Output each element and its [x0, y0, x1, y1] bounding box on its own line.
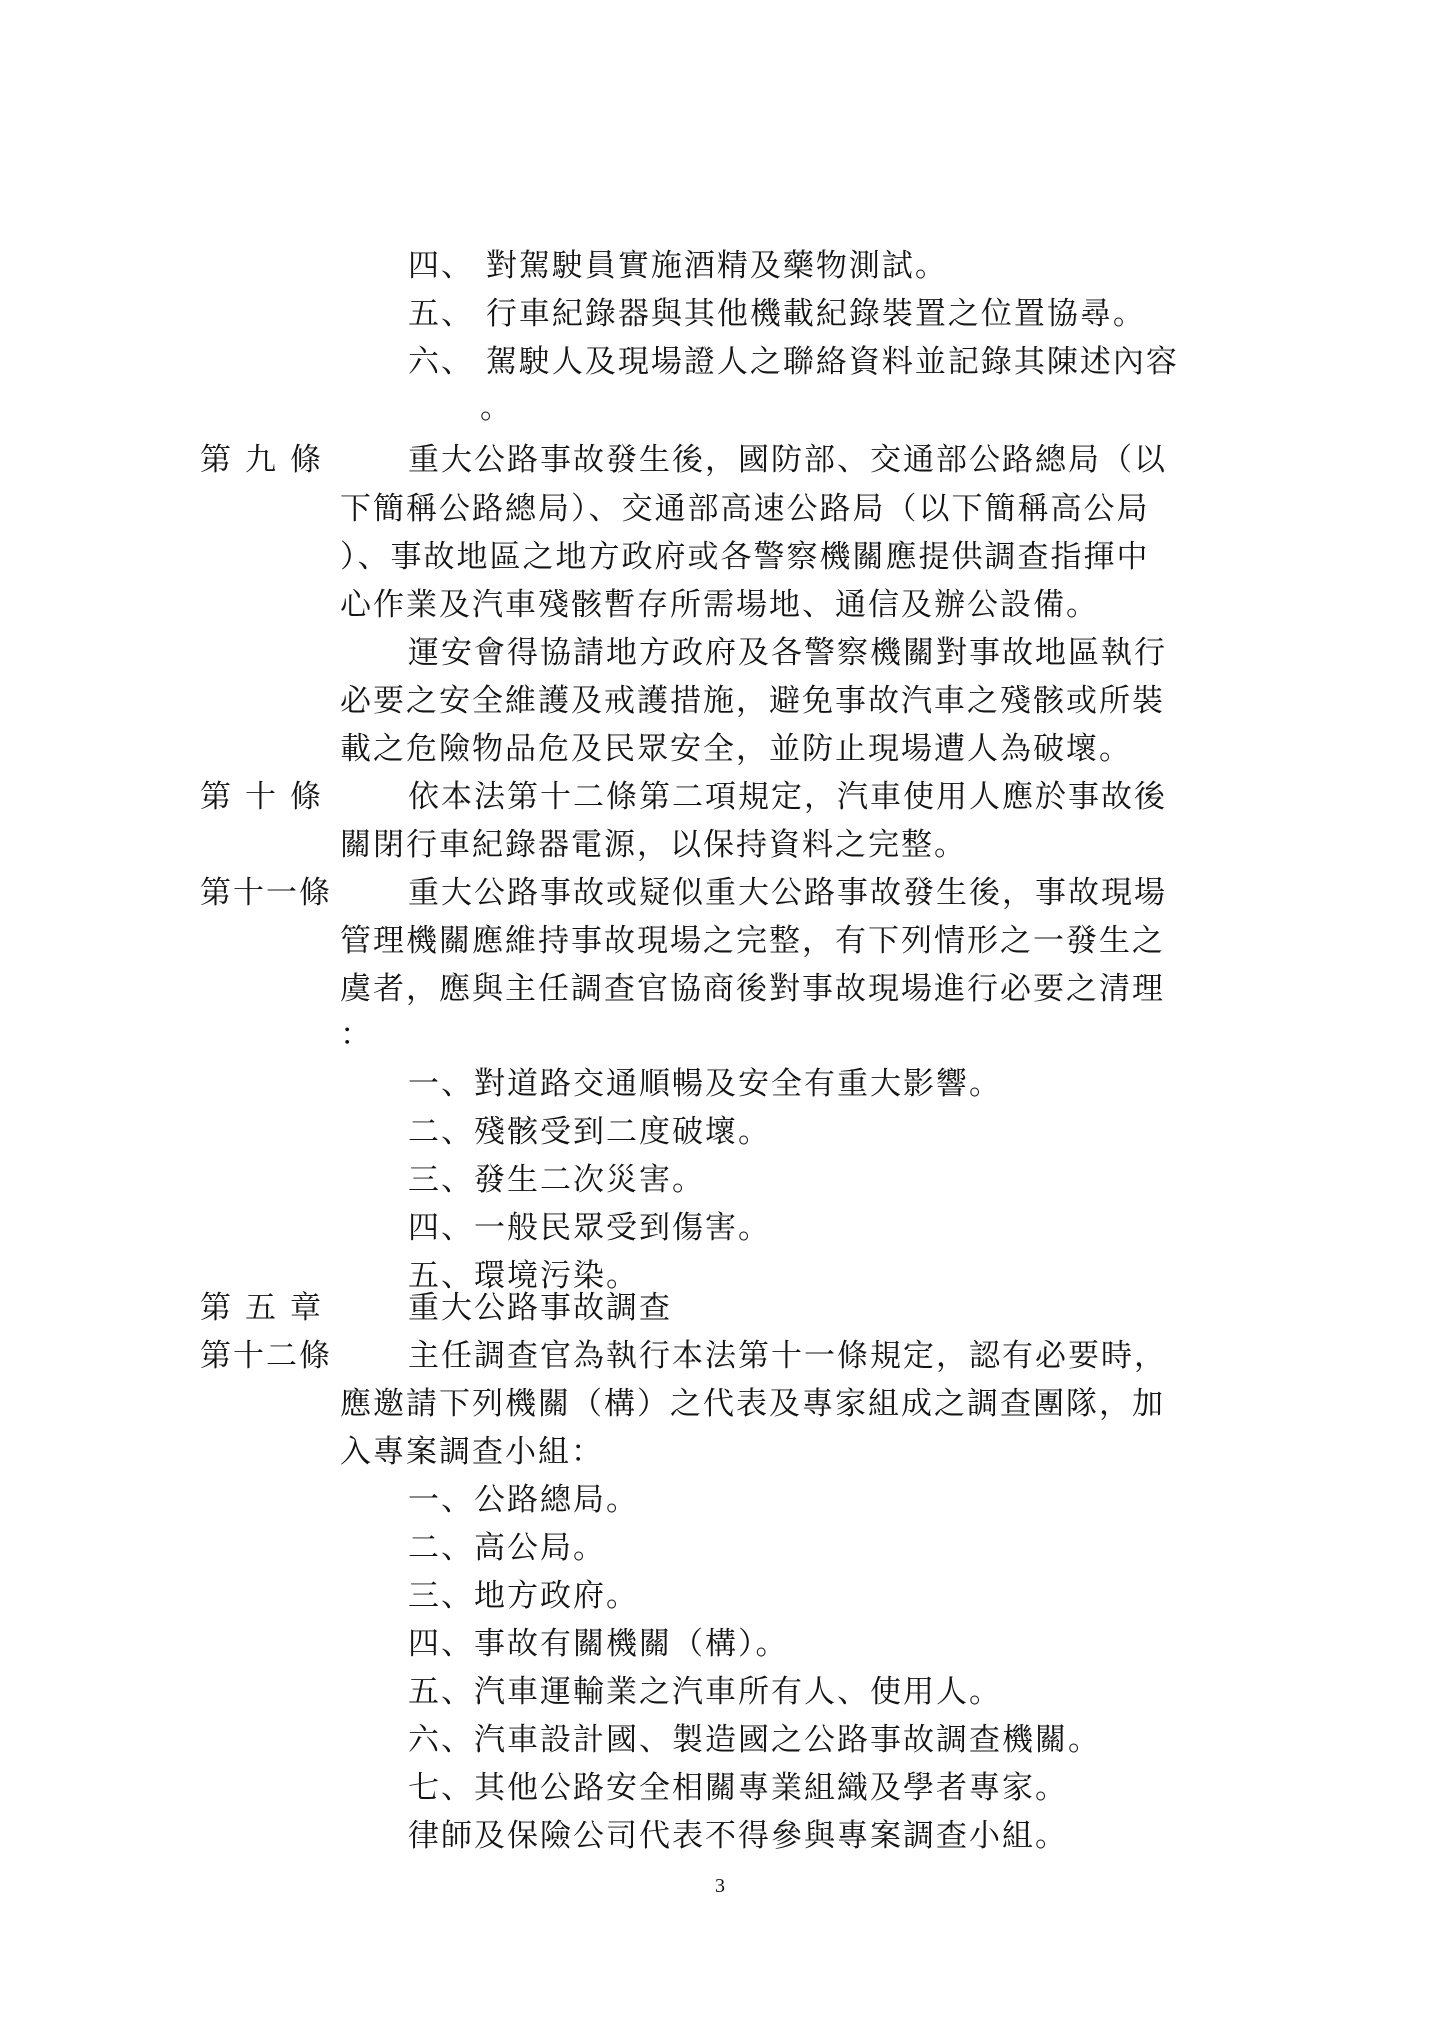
list-item: 四、事故有關機關（構）。	[408, 1626, 789, 1662]
article-label: 第十二條	[200, 1338, 332, 1374]
article-text: 虞者，應與主任調查官協商後對事故現場進行必要之清理	[340, 971, 1165, 1007]
article-text: 應邀請下列機關（構）之代表及專家組成之調查團隊，加	[340, 1386, 1165, 1422]
list-item: 一、對道路交通順暢及安全有重大影響。	[408, 1066, 1002, 1102]
list-item: 五、環境污染。	[408, 1258, 639, 1294]
list-item: 一、公路總局。	[408, 1482, 639, 1518]
article-label: 第十一條	[200, 875, 332, 911]
article-label: 第十條	[200, 779, 335, 815]
article-text: 管理機關應維持事故現場之完整，有下列情形之一發生之	[340, 923, 1165, 959]
article-text: ）、事故地區之地方政府或各警察機關應提供調查指揮中	[340, 539, 1150, 575]
list-item: 三、發生二次災害。	[408, 1162, 705, 1198]
list-item: 四、 對駕駛員實施酒精及藥物測試。	[408, 248, 948, 284]
article-text: 律師及保險公司代表不得參與專案調查小組。	[408, 1818, 1068, 1854]
list-item: 七、其他公路安全相關專業組織及學者專家。	[408, 1770, 1068, 1806]
article-text: 關閉行車紀錄器電源，以保持資料之完整。	[340, 827, 967, 863]
article-text: 重大公路事故發生後，國防部、交通部公路總局（以	[408, 442, 1167, 478]
list-item: 三、地方政府。	[408, 1578, 639, 1614]
list-item: 六、汽車設計國、製造國之公路事故調查機關。	[408, 1722, 1101, 1758]
article-text: 依本法第十二條第二項規定，汽車使用人應於事故後	[408, 779, 1167, 815]
article-text: 運安會得協請地方政府及各警察機關對事故地區執行	[408, 635, 1167, 671]
article-text: 載之危險物品危及民眾安全，並防止現場遭人為破壞。	[340, 731, 1132, 767]
article-text: 重大公路事故或疑似重大公路事故發生後，事故現場	[408, 875, 1167, 911]
article-text: ：	[340, 1017, 373, 1053]
chapter-label: 第五章	[200, 1290, 335, 1326]
article-text: 入專案調查小組：	[340, 1434, 604, 1470]
list-item: 六、 駕駛人及現場證人之聯絡資料並記錄其陳述內容	[408, 344, 1179, 380]
list-item: 二、殘骸受到二度破壞。	[408, 1114, 771, 1150]
article-text: 心作業及汽車殘骸暫存所需場地、通信及辦公設備。	[340, 587, 1099, 623]
article-label: 第九條	[200, 442, 335, 478]
chapter-title: 重大公路事故調查	[408, 1290, 672, 1326]
article-text: 必要之安全維護及戒護措施，避免事故汽車之殘骸或所裝	[340, 683, 1165, 719]
article-text: 下簡稱公路總局）、交通部高速公路局（以下簡稱高公局	[340, 491, 1150, 527]
article-text: 主任調查官為執行本法第十一條規定，認有必要時，	[408, 1338, 1167, 1374]
list-item-continuation: 。	[480, 390, 513, 426]
page-number: 3	[715, 1875, 725, 1897]
list-item: 五、汽車運輸業之汽車所有人、使用人。	[408, 1674, 1002, 1710]
list-item: 四、一般民眾受到傷害。	[408, 1210, 771, 1246]
list-item: 二、高公局。	[408, 1530, 606, 1566]
list-item: 五、 行車紀錄器與其他機載紀錄裝置之位置協尋。	[408, 296, 1146, 332]
